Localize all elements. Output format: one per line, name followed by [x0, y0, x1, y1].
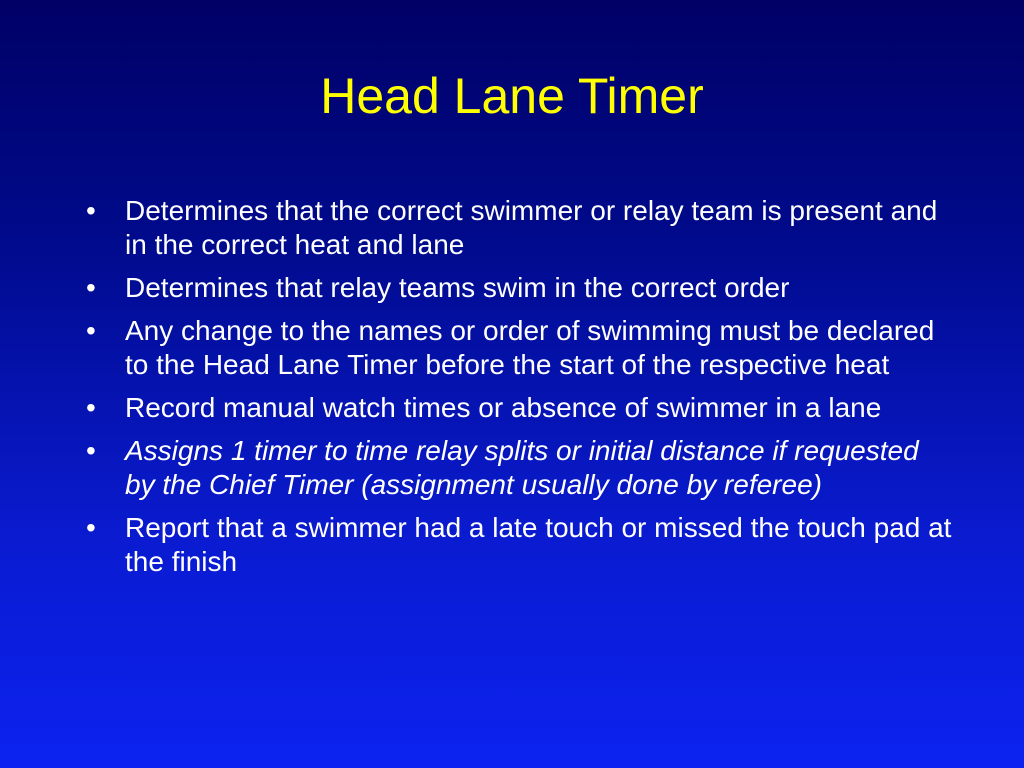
bullet-dot-icon: • [86, 435, 96, 466]
bullet-text: Assigns 1 timer to time relay splits or initial distance if requested by the Chief Timer (assignment usually done by referee) [125, 435, 919, 500]
bullet-dot-icon: • [86, 392, 96, 423]
bullet-text: Any change to the names or order of swimming must be declared to the Head Lane Timer before the start of the respective heat [125, 315, 935, 380]
bullet-item [82, 271, 952, 305]
bullet-dot-icon: • [86, 315, 96, 346]
bullet-dot-icon: • [86, 195, 96, 226]
bullet-dot-icon: • [86, 272, 96, 303]
bullet-list [82, 194, 952, 588]
bullet-item [82, 434, 952, 502]
bullet-text: Record manual watch times or absence of swimmer in a lane [125, 392, 882, 423]
bullet-item [82, 511, 952, 579]
bullet-item [82, 314, 952, 382]
slide-title: Head Lane Timer [320, 68, 704, 124]
bullet-text: Determines that relay teams swim in the correct order [125, 272, 790, 303]
bullet-dot-icon: • [86, 512, 96, 543]
bullet-item [82, 391, 952, 425]
bullet-text: Report that a swimmer had a late touch or missed the touch pad at the finish [125, 512, 952, 577]
bullet-text: Determines that the correct swimmer or relay team is present and in the correct heat and lane [125, 195, 938, 260]
bullet-item [82, 194, 952, 262]
